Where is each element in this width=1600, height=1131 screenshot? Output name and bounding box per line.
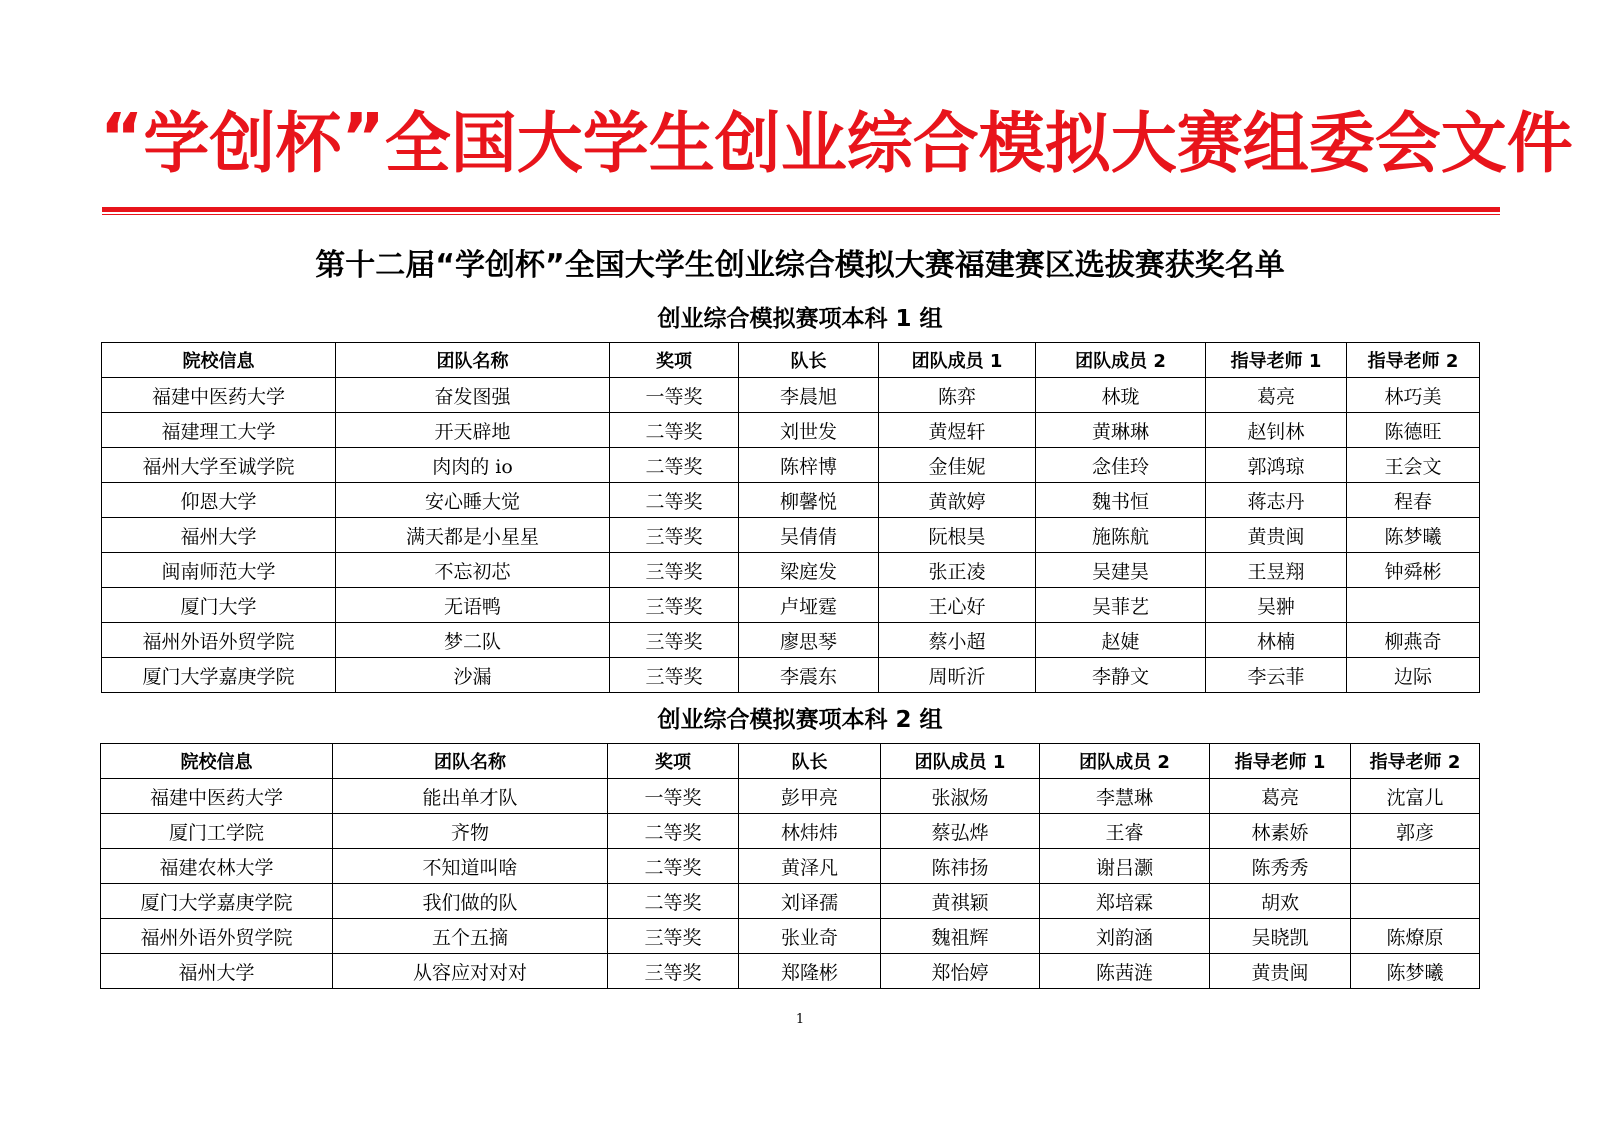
table-cell: 郑隆彬 [739,954,881,989]
group1-award-table [101,342,1480,693]
table-cell: 黄琳琳 [1036,413,1206,448]
table-row [102,413,1480,448]
letterhead-red-rule-thin [102,214,1500,215]
table-cell: 陈茜涟 [1040,954,1210,989]
table-row [101,954,1480,989]
table-cell: 陈秀秀 [1210,849,1351,884]
table-cell: 开天辟地 [336,413,610,448]
table-cell: 吴翀 [1206,588,1347,623]
table-cell: 奋发图强 [336,378,610,413]
table-row [102,448,1480,483]
table-row [101,849,1480,884]
table-cell: 不忘初芯 [336,553,610,588]
table-cell: 李静文 [1036,658,1206,693]
letterhead-char: 综 [846,104,913,182]
letterhead-char: 创 [209,104,276,182]
column-header: 指导老师 1 [1210,744,1351,779]
table-cell: 黄祺颖 [881,884,1040,919]
column-header: 团队成员 2 [1040,744,1210,779]
letterhead-char: 文 [1440,104,1507,182]
table-cell: 福州大学 [102,518,336,553]
table-cell: 沙漏 [336,658,610,693]
table-row [102,588,1480,623]
column-header: 奖项 [608,744,739,779]
table-cell: 吴菲艺 [1036,588,1206,623]
table-cell: 梁庭发 [739,553,879,588]
table-cell: 边际 [1347,658,1480,693]
letterhead-char: 创 [714,104,781,182]
table-cell: 李晨旭 [739,378,879,413]
table-cell: 三等奖 [610,553,739,588]
table-cell: 黄泽凡 [739,849,881,884]
table-cell [1351,884,1480,919]
table-cell: 李慧琳 [1040,779,1210,814]
table-cell: 福建中医药大学 [102,378,336,413]
table-cell: 三等奖 [610,623,739,658]
table-cell: 福建农林大学 [101,849,333,884]
table-row [102,623,1480,658]
group1-title: 创业综合模拟赛项本科 1 组 [657,306,943,332]
letterhead-char: 会 [1374,104,1441,182]
table-cell: 葛亮 [1206,378,1347,413]
table-cell: 魏祖辉 [881,919,1040,954]
table-cell [1351,849,1480,884]
table-cell: 蔡弘烨 [881,814,1040,849]
table-cell: 不知道叫啥 [333,849,608,884]
table-cell: 仰恩大学 [102,483,336,518]
column-header: 团队成员 2 [1036,343,1206,378]
table-row [101,779,1480,814]
column-header: 奖项 [610,343,739,378]
table-cell: 胡欢 [1210,884,1351,919]
table-cell: 李震东 [739,658,879,693]
letterhead-char: 件 [1506,104,1573,182]
table-cell: 赵钊林 [1206,413,1347,448]
table-row [102,378,1480,413]
table-cell: 厦门大学嘉庚学院 [102,658,336,693]
table-cell: 吴倩倩 [739,518,879,553]
letterhead-char: 业 [780,104,847,182]
table-cell: 林素娇 [1210,814,1351,849]
column-header: 指导老师 1 [1206,343,1347,378]
table-cell: 陈弈 [879,378,1036,413]
table-cell: 福州大学 [101,954,333,989]
table-cell: 陈梓博 [739,448,879,483]
table-cell: 肉肉的 io [336,448,610,483]
table-cell: 廖思琴 [739,623,879,658]
table-cell: 陈梦曦 [1351,954,1480,989]
table-cell: 二等奖 [608,849,739,884]
letterhead-char: “ [100,98,144,176]
table-cell: 满天都是小星星 [336,518,610,553]
table-cell: 梦二队 [336,623,610,658]
document-title: 第十二届“学创杯”全国大学生创业综合模拟大赛福建赛区选拔赛获奖名单 [315,248,1285,283]
letterhead-char: 委 [1308,104,1375,182]
table-row [102,553,1480,588]
letterhead-char: 生 [648,104,715,182]
table-cell: 王睿 [1040,814,1210,849]
table-cell: 无语鸭 [336,588,610,623]
table-cell: 从容应对对对 [333,954,608,989]
column-header: 队长 [739,744,881,779]
table-cell: 二等奖 [608,814,739,849]
table-row [102,518,1480,553]
table-cell: 福建中医药大学 [101,779,333,814]
table-cell: 黄煜轩 [879,413,1036,448]
letterhead-char: 拟 [1044,104,1111,182]
table-cell: 柳馨悦 [739,483,879,518]
table-cell: 林楠 [1206,623,1347,658]
table-cell: 赵婕 [1036,623,1206,658]
column-header: 队长 [739,343,879,378]
table-cell: 周昕沂 [879,658,1036,693]
table-cell: 厦门大学嘉庚学院 [101,884,333,919]
table-cell: 金佳妮 [879,448,1036,483]
table-cell: 念佳玲 [1036,448,1206,483]
table-cell: 黄贵闽 [1210,954,1351,989]
letterhead-char: 杯 [275,104,342,182]
table-cell: 刘世发 [739,413,879,448]
table-header-row [102,343,1480,378]
letterhead-char: 学 [582,104,649,182]
table-header-row [101,744,1480,779]
table-cell: 三等奖 [608,954,739,989]
table-cell: 林炜炜 [739,814,881,849]
table-cell: 黄歆婷 [879,483,1036,518]
table-cell: 齐物 [333,814,608,849]
table-cell: 陈祎扬 [881,849,1040,884]
table-cell [1347,588,1480,623]
table-cell: 二等奖 [610,448,739,483]
letterhead-char: 全 [384,104,451,182]
letterhead-char: 国 [450,104,517,182]
table-cell: 施陈航 [1036,518,1206,553]
letterhead-char: 大 [1110,104,1177,182]
table-cell: 黄贵闽 [1206,518,1347,553]
table-cell: 林巧美 [1347,378,1480,413]
table-cell: 谢吕灏 [1040,849,1210,884]
table-cell: 蔡小超 [879,623,1036,658]
letterhead-char: 学 [143,104,210,182]
table-row [101,919,1480,954]
table-cell: 三等奖 [608,919,739,954]
table-cell: 福州外语外贸学院 [101,919,333,954]
table-cell: 一等奖 [608,779,739,814]
table-cell: 二等奖 [610,483,739,518]
table-cell: 二等奖 [608,884,739,919]
table-cell: 闽南师范大学 [102,553,336,588]
group2-title: 创业综合模拟赛项本科 2 组 [657,707,943,733]
table-cell: 安心睡大觉 [336,483,610,518]
table-cell: 王昱翔 [1206,553,1347,588]
table-cell: 阮根昊 [879,518,1036,553]
table-cell: 张淑炀 [881,779,1040,814]
table-cell: 柳燕奇 [1347,623,1480,658]
table-row [101,814,1480,849]
table-cell: 陈德旺 [1347,413,1480,448]
table-cell: 陈梦曦 [1347,518,1480,553]
table-cell: 彭甲亮 [739,779,881,814]
table-cell: 福建理工大学 [102,413,336,448]
table-cell: 蒋志丹 [1206,483,1347,518]
table-cell: 福州大学至诚学院 [102,448,336,483]
table-cell: 三等奖 [610,588,739,623]
table-cell: 郭鸿琼 [1206,448,1347,483]
column-header: 指导老师 2 [1347,343,1480,378]
table-cell: 李云菲 [1206,658,1347,693]
page-number: 1 [795,1012,805,1027]
table-cell: 福州外语外贸学院 [102,623,336,658]
table-cell: 我们做的队 [333,884,608,919]
table-cell: 林珑 [1036,378,1206,413]
table-cell: 吴晓凯 [1210,919,1351,954]
letterhead-char: 组 [1242,104,1309,182]
table-cell: 郑怡婷 [881,954,1040,989]
table-cell: 卢垭霆 [739,588,879,623]
table-cell: 张业奇 [739,919,881,954]
column-header: 院校信息 [102,343,336,378]
column-header: 团队成员 1 [881,744,1040,779]
table-cell: 葛亮 [1210,779,1351,814]
letterhead-char: 赛 [1176,104,1243,182]
table-row [102,483,1480,518]
table-cell: 能出单才队 [333,779,608,814]
table-cell: 二等奖 [610,413,739,448]
table-cell: 程春 [1347,483,1480,518]
table-cell: 吴建昊 [1036,553,1206,588]
table-cell: 一等奖 [610,378,739,413]
letterhead-char: 模 [978,104,1045,182]
table-cell: 张正凌 [879,553,1036,588]
table-cell: 厦门大学 [102,588,336,623]
table-cell: 魏书恒 [1036,483,1206,518]
table-cell: 刘韵涵 [1040,919,1210,954]
table-cell: 郑培霖 [1040,884,1210,919]
group2-award-table [100,743,1480,989]
table-cell: 陈燎原 [1351,919,1480,954]
table-row [102,658,1480,693]
table-cell: 郭彦 [1351,814,1480,849]
letterhead-char: 合 [912,104,979,182]
table-cell: 厦门工学院 [101,814,333,849]
table-cell: 刘译孺 [739,884,881,919]
letterhead-char: 大 [516,104,583,182]
table-cell: 三等奖 [610,658,739,693]
column-header: 团队名称 [333,744,608,779]
column-header: 院校信息 [101,744,333,779]
column-header: 团队名称 [336,343,610,378]
table-cell: 五个五摘 [333,919,608,954]
column-header: 团队成员 1 [879,343,1036,378]
table-cell: 王心好 [879,588,1036,623]
table-cell: 三等奖 [610,518,739,553]
letterhead-red-rule [102,207,1500,212]
column-header: 指导老师 2 [1351,744,1480,779]
table-cell: 沈富儿 [1351,779,1480,814]
table-cell: 王会文 [1347,448,1480,483]
table-cell: 钟舜彬 [1347,553,1480,588]
letterhead-char: ” [341,98,385,176]
table-row [101,884,1480,919]
letterhead-title [100,92,1573,182]
